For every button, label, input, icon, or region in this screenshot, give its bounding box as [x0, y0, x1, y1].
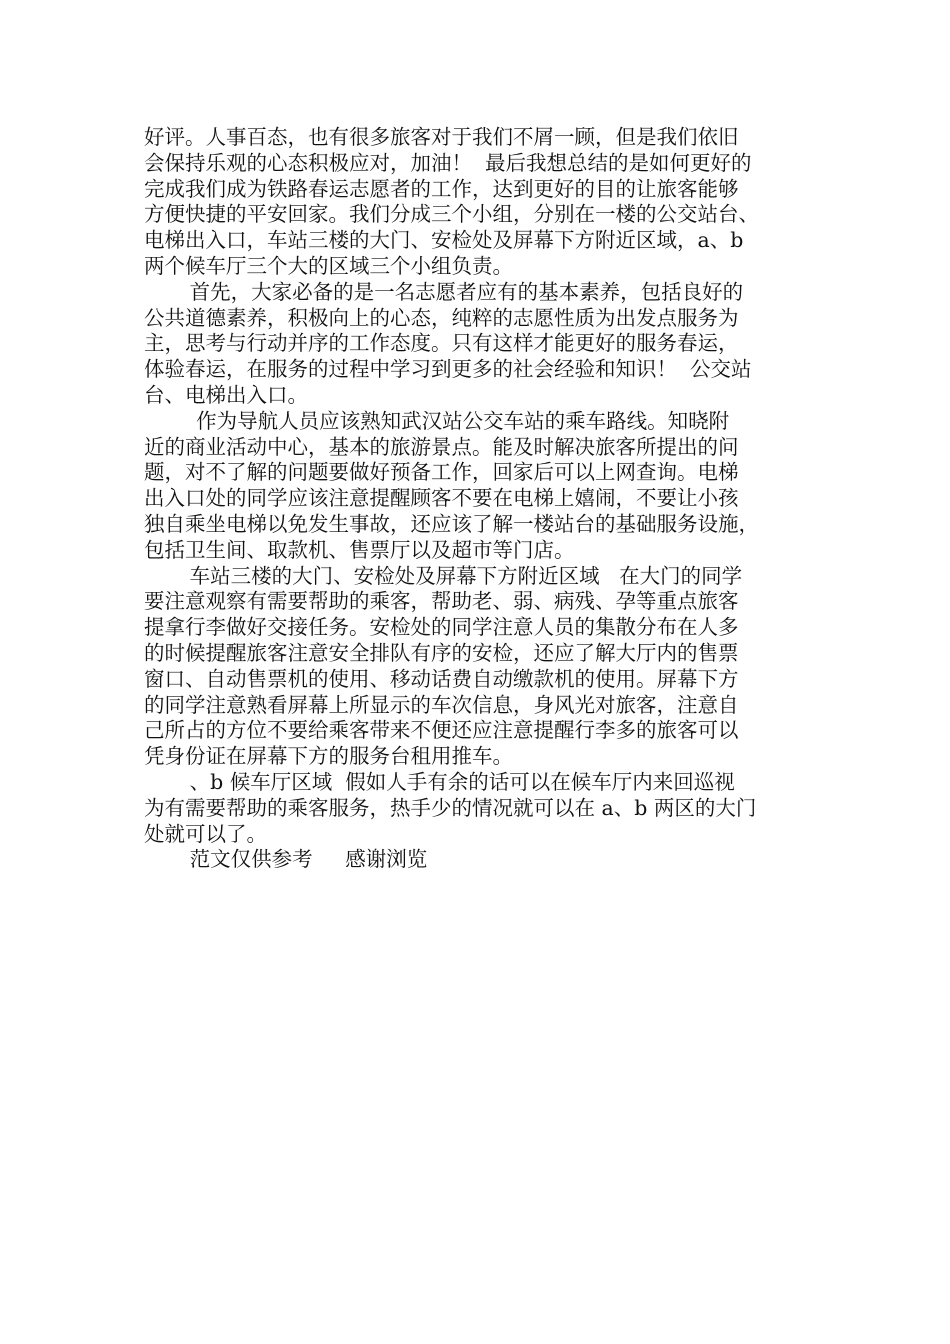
closing-line: 范文仅供参考 感谢浏览	[144, 847, 428, 872]
text-line: 台、电梯出入口。	[144, 382, 308, 407]
text-line: 己所占的方位不要给乘客带来不便还应注意提醒行李多的旅客可以	[144, 718, 739, 743]
text-line: 首先，大家必备的是一名志愿者应有的基本素养，包括良好的	[144, 279, 744, 304]
text-line: 作为导航人员应该熟知武汉站公交车站的乘车路线。知晓附	[144, 408, 730, 433]
text-line: 方便快捷的平安回家。我们分成三个小组，分别在一楼的公交站台、	[144, 202, 759, 227]
text-line: 近的商业活动中心，基本的旅游景点。能及时解决旅客所提出的问	[144, 434, 739, 459]
text-line: 出入口处的同学应该注意提醒顾客不要在电梯上嬉闹，不要让小孩	[144, 486, 739, 511]
text-line: 的时候提醒旅客注意安全排队有序的安检，还应了解大厅内的售票	[144, 640, 739, 665]
text-line: 题，对不了解的问题要做好预备工作，回家后可以上网查询。电梯	[144, 460, 739, 485]
text-line: 为有需要帮助的乘客服务，热手少的情况就可以在 a、b 两区的大门	[144, 795, 757, 820]
text-line: 处就可以了。	[144, 821, 267, 846]
text-line: 体验春运，在服务的过程中学习到更多的社会经验和知识！ 公交站	[144, 357, 752, 382]
text-line: 的同学注意熟看屏幕上所显示的车次信息，身风光对旅客，注意自	[144, 692, 739, 717]
text-line: 会保持乐观的心态积极应对，加油！ 最后我想总结的是如何更好的	[144, 150, 752, 175]
text-line: 完成我们成为铁路春运志愿者的工作，达到更好的目的让旅客能够	[144, 176, 739, 201]
text-line: 公共道德素养，积极向上的心态，纯粹的志愿性质为出发点服务为	[144, 305, 739, 330]
text-line: 好评。人事百态，也有很多旅客对于我们不屑一顾，但是我们依旧	[144, 125, 739, 149]
text-line: 包括卫生间、取款机、售票厅以及超市等门店。	[144, 537, 575, 562]
text-line: 、b 候车厅区域 假如人手有余的话可以在候车厅内来回巡视	[144, 769, 735, 794]
text-line: 电梯出入口，车站三楼的大门、安检处及屏幕下方附近区域，a、b	[144, 228, 744, 253]
document-body	[144, 125, 824, 873]
text-line: 提拿行李做好交接任务。安检处的同学注意人员的集散分布在人多	[144, 615, 739, 640]
text-line: 主，思考与行动并序的工作态度。只有这样才能更好的服务春运，	[144, 331, 739, 356]
text-line: 车站三楼的大门、安检处及屏幕下方附近区域 在大门的同学	[144, 563, 743, 588]
text-line: 窗口、自动售票机的使用、移动话费自动缴款机的使用。屏幕下方	[144, 666, 739, 691]
text-line: 两个候车厅三个大的区域三个小组负责。	[144, 253, 513, 278]
text-line: 独自乘坐电梯以免发生事故，还应该了解一楼站台的基础服务设施，	[144, 511, 759, 536]
text-line: 要注意观察有需要帮助的乘客，帮助老、弱、病残、孕等重点旅客	[144, 589, 739, 614]
text-line: 凭身份证在屏幕下方的服务台租用推车。	[144, 744, 513, 769]
